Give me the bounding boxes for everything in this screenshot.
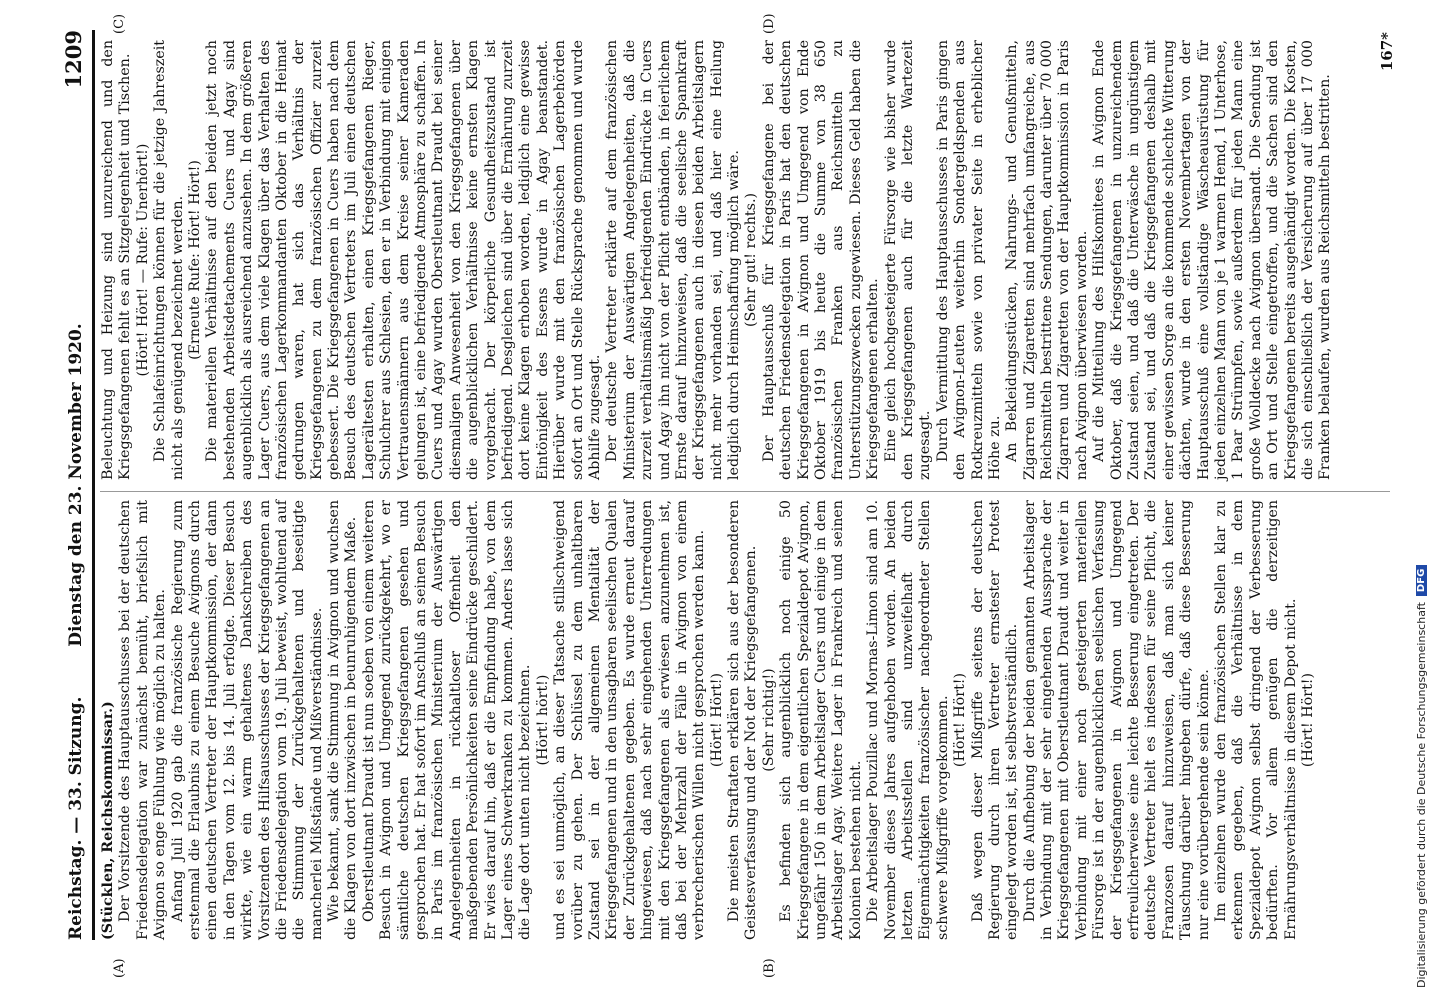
- paragraph: und es sei unmöglich, an dieser Tatsache stillschweigend vorüber zu gehen. Der Schlüssel zu dem unhaltbaren Zustand sei in der allgemeinen Mentalität der Kriegsgefangenen und in den unsagbaren seelischen Qualen der Zurückgehaltenen gegeben. Es wurde erneut darauf hingewiesen, daß nach sehr eingehenden Unterredungen mit den Kriegsgefangenen als erwiesen anzunehmen ist, daß bei der Mehrzahl der Fälle in Avignon von einem verbrecherischen Willen nicht gesprochen werden kann.: [552, 500, 708, 940]
- running-head-center: Dienstag den 23. November 1920.: [66, 323, 86, 647]
- paragraph: Eine gleich hochgesteigerte Fürsorge wie bisher wurde den Kriegsgefangenen auch für die letzte Wartezeit zugesagt.: [882, 40, 934, 480]
- dfg-logo: DFG: [1416, 565, 1427, 596]
- paragraph: Im einzelnen wurde den französischen Stellen klar zu erkennen gegeben, daß die Verhältnisse in dem Spezialdepot Avignon selbst dringend der Verbesserung bedürften. Vor allem genügen die derzeitigen Ernährungsverhältnisse in diesem Depot nicht.: [1213, 500, 1299, 940]
- paragraph: Der deutsche Vertreter erklärte auf dem französischen Ministerium der Auswärtigen Angelegenheiten, daß die zurzeit verhältnismäßig befriedigenden Eindrücke in Cuers und Agay ihn nicht von der Pflicht entbänden, in feierlichem Ernste darauf hinzuweisen, daß die seelische Spannkraft der Kriegsgefangenen auch in diesen beiden Arbeitslagern nicht mehr vorhanden sei, und daß hier eine Heilung lediglich durch Heimschaffung möglich wäre.: [604, 40, 743, 480]
- speaker-line: (Stücklen, Reichskommissar.): [100, 701, 116, 940]
- running-head: [52, 30, 95, 940]
- margin-mark-d: (D): [762, 13, 777, 34]
- credit-text: Digitalisierung gefördert durch die Deutsche Forschungsgemeinschaft: [1414, 602, 1428, 988]
- digitization-credit: [1410, 8, 1432, 988]
- paragraph: Durch die Aufhebung der beiden genannten Arbeitslager in Verbindung mit der sehr eingehenden Aussprache der Kriegsgefangenen mit Oberstleutnant Draudt und weiter in Verbindung mit einer noch gesteigerten materiellen Fürsorge ist in der augenblicklichen seelischen Verfassung der Kriegsgefangenen in Avignon und Umgegend erfreulicherweise eine leichte Besserung eingetreten. Der deutsche Vertreter hielt es indessen für seine Pflicht, die Franzosen darauf hinzuweisen, daß man sich keiner Täuschung darüber hingeben dürfe, daß diese Besserung nur eine vorübergehende sein könne.: [1021, 500, 1212, 940]
- paragraph: Der Vorsitzende des Hauptausschusses bei der deutschen Friedensdelegation war zunächst bemüht, briefslich mit Avignon so enge Fühlung wie möglich zu halten.: [117, 500, 169, 940]
- paragraph: Die Schlafeinrichtungen können für die jetzige Jahreszeit nicht als genügend bezeichnet werden.: [152, 40, 186, 480]
- paragraph: Durch Vermittlung des Hauptausschusses in Paris gingen den Avignon-Leuten weiterhin Sondergeldspenden aus Rotkreuzmitteln sowie von privater Seite in erheblicher Höhe zu.: [934, 40, 1003, 480]
- interjection: (Hört! Hört! — Rufe: Unerhört!): [134, 143, 151, 377]
- margin-mark-b: (B): [762, 958, 777, 978]
- running-head-left: Reichstag. — 33. Sitzung.: [66, 696, 86, 940]
- interjection: (Hört! hört!): [534, 674, 551, 766]
- paragraph: Beleuchtung und Heizung sind unzureichend und den Kriegsgefangenen fehlt es an Sitzgelegenheit und Tischen.: [100, 40, 134, 480]
- signature-mark: 167*: [1378, 32, 1396, 72]
- paragraph: Oberstleutnant Draudt ist nun soeben von einem weiteren Besuch in Avignon und Umgegend zurückgekehrt, wo er sämtliche deutschen Kriegsgefangenen gesehen und gesprochen hat. Er hat sofort im Anschluß an seinen Besuch in Paris im französischen Ministerium der Auswärtigen Angelegenheiten in rückhaltloser Offenheit den maßgebenden Persönlichkeiten seine Eindrücke geschildert. Er wies darauf hin, daß er die Empfindung habe, von dem Lager eines Schwerkranken zu kommen. Anders lasse sich die Lage dort unten nicht bezeichnen.: [360, 500, 534, 940]
- paragraph: Anfang Juli 1920 gab die französische Regierung zum erstenmal die Erlaubnis zu einem Besuche Avignons durch einen deutschen Vertreter der Hauptkommission, der dann in den Tagen vom 12. bis 14. Juli erfolgte. Dieser Besuch wirkte, wie ein warm gehaltenes Dankschreiben des Vorsitzenden des Hilfsausschusses der Kriegsgefangenen an die Friedensdelegation vom 19. Juli beweist, wohltuend auf die Stimmung der Zurückgehaltenen und beseitigte mancherlei Mißstände und Mißverständnisse.: [169, 500, 325, 940]
- paragraph: Es befinden sich augenblicklich noch einige 50 Kriegsgefangene in dem eigentlichen Spezialdepot Avignon, ungefähr 150 in dem Arbeitslager Cuers und einige in dem Arbeitslager Agay. Weitere Lager in Frankreich und seinen Kolonien bestehen nicht.: [778, 500, 864, 940]
- page-number: 1209: [61, 30, 86, 89]
- interjection: (Hört! Hört!): [952, 672, 969, 768]
- paragraph: Der Hauptausschuß für Kriegsgefangene bei der deutschen Friedensdelegation in Paris hat den deutschen Kriegsgefangenen in Avignon und Umgegend von Ende Oktober 1919 bis heute die Summe von 38 650 französischen Franken aus Reichsmitteln zu Unterstützungszwecken zugewiesen. Dieses Geld haben die Kriegsgefangenen erhalten.: [760, 40, 882, 480]
- paragraph: An Bekleidungsstücken, Nahrungs- und Genußmitteln, Zigarren und Zigaretten sind mehrfach umfangreiche, aus Reichsmitteln bestrittene Sendungen, darunter über 70 000 Zigarren und Zigaretten von der Hauptkommission in Paris nach Avignon überwiesen worden.: [1004, 40, 1090, 480]
- margin-mark-a: (A): [112, 958, 127, 978]
- column-divider: [100, 491, 1390, 492]
- paragraph: Die meisten Straftaten erklären sich aus der besonderen Geistesverfassung und der Not der Kriegsgefangenen.: [726, 500, 760, 940]
- interjection: (Sehr gut! rechts.): [743, 192, 760, 328]
- paragraph: Daß wegen dieser Mißgriffe seitens der deutschen Regierung durch ihren Vertreter ernstester Protest eingelegt worden ist, ist selbstverständlich.: [969, 500, 1021, 940]
- margin-mark-c: (C): [112, 13, 127, 34]
- interjection: (Sehr richtig!): [760, 668, 777, 772]
- paragraph: Die Arbeitslager Pouzillac und Mornas-Limon sind am 10. November dieses Jahres aufgehoben worden. An beiden letzten Arbeitsstellen sind unzweifelhaft durch Eigenmächtigkeiten französischer nachgeordneter Stellen schwere Mißgriffe vorgekommen.: [865, 500, 951, 940]
- paragraph: Wie bekannt, sank die Stimmung in Avignon und wuchsen die Klagen von dort inzwischen in beunruhigendem Maße.: [326, 500, 360, 940]
- rotated-page: [22, 0, 1422, 1000]
- right-column: [100, 40, 1335, 480]
- interjection: (Hört! Hört!): [1299, 672, 1316, 768]
- paragraph: Die materiellen Verhältnisse auf den beiden jetzt noch bestehenden Arbeitsdetachements Cuers und Agay sind augenblicklich als ausreichend anzusehen. In dem größeren Lager Cuers, aus dem viele Klagen über das Verhalten des französischen Lagerkommandanten Oktober in die Heimat gedrungen waren, hat sich das Verhältnis der Kriegsgefangenen zu dem französischen Offizier zurzeit gebessert. Die Kriegsgefangenen in Cuers haben nach dem Besuch des deutschen Vertreters im Juli einen deutschen Lagerältesten erhalten, einen Kriegsgefangenen Rieger, Schulchrer aus Schlesien, den er in Verbindung mit einigen Vertrauensmännern aus dem Kreise seiner Kameraden gelungen ist, eine befriedigende Atmosphäre zu schaffen. In Cuers und Agay wurden Oberstleutnant Draudt bei seiner diesmaligen Anwesenheit von den Kriegsgefangenen über die augenblicklichen Verhältnisse keine ernsten Klagen vorgebracht. Der körperliche Gesundheitszustand ist befriedigend. Desgleichen sind über die Ernährung zurzeit dort keine Klagen erhoben worden, lediglich eine gewisse Eintönigkeit des Essens wurde in Agay beanstandet. Hierüber wurde mit den französischen Lagerbehörden sofort an Ort und Stelle Rücksprache genommen und wurde Abhilfe zugesagt.: [204, 40, 603, 480]
- left-column: [100, 500, 1317, 940]
- interjection: (Hört! Hört!): [708, 672, 725, 768]
- paragraph: Auf die Mitteilung des Hilfskomitees in Avignon Ende Oktober, daß die Kriegsgefangenen in unzureichendem Zustand seien, und daß die Unterwäsche in ungünstigem Zustand sei, und daß die Kriegsgefangenen deshalb mit einer gewissen Sorge an die kommende schlechte Witterung dächten, wurde in den ersten Novembertagen von der Hauptausschuß eine vollständige Wäscheausrüstung für jeden einzelnen Mann von je 1 warmen Hemd, 1 Unterhose, 1 Paar Strümpfen, sowie außerdem für jeden Mann eine große Wolldecke nach Avignon übersandt. Die Sendung ist an Ort und Stelle eingetroffen, und die Sachen sind den Kriegsgefangenen bereits ausgehändigt worden. Die Kosten, die sich einschließlich der Versicherung auf über 17 000 Franken belaufen, wurden aus Reichsmitteln bestritten.: [1091, 40, 1334, 480]
- interjection: (Erneute Rufe: Hört! Hört!): [186, 160, 203, 360]
